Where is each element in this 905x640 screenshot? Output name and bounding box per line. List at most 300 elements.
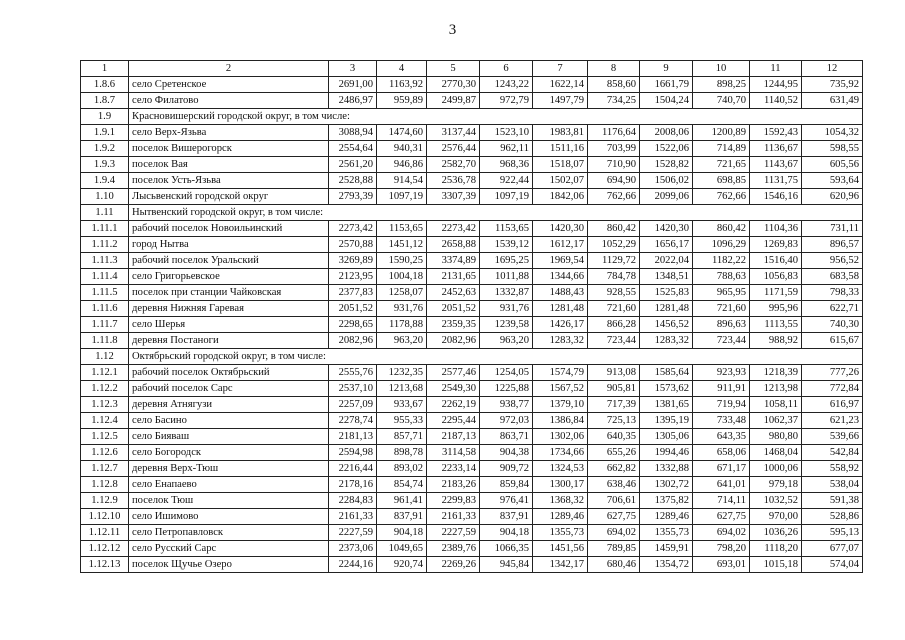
value-cell: 988,92 bbox=[750, 333, 802, 349]
table-row bbox=[81, 221, 863, 237]
value-cell: 1254,05 bbox=[480, 365, 533, 381]
value-cell: 574,04 bbox=[802, 557, 863, 573]
value-cell: 640,35 bbox=[588, 429, 640, 445]
row-code: 1.11.1 bbox=[81, 221, 129, 237]
value-cell: 2161,33 bbox=[427, 509, 480, 525]
value-cell: 1459,91 bbox=[640, 541, 693, 557]
value-cell: 1969,54 bbox=[533, 253, 588, 269]
value-cell: 923,93 bbox=[693, 365, 750, 381]
value-cell: 1522,06 bbox=[640, 141, 693, 157]
value-cell: 896,57 bbox=[802, 237, 863, 253]
settlement-name: поселок Усть-Язьва bbox=[129, 173, 329, 189]
table-row bbox=[81, 237, 863, 253]
value-cell: 622,71 bbox=[802, 301, 863, 317]
value-cell: 904,38 bbox=[480, 445, 533, 461]
value-cell: 2373,06 bbox=[329, 541, 377, 557]
row-code: 1.9.1 bbox=[81, 125, 129, 141]
value-cell: 2278,74 bbox=[329, 413, 377, 429]
value-cell: 1036,26 bbox=[750, 525, 802, 541]
settlement-name: деревня Постаноги bbox=[129, 333, 329, 349]
value-cell: 2051,52 bbox=[329, 301, 377, 317]
value-cell: 1283,32 bbox=[640, 333, 693, 349]
table-row bbox=[81, 509, 863, 525]
value-cell: 837,91 bbox=[480, 509, 533, 525]
header-row bbox=[81, 61, 863, 77]
value-cell: 2536,78 bbox=[427, 173, 480, 189]
value-cell: 1163,92 bbox=[377, 77, 427, 93]
section-title: Нытвенский городской округ, в том числе: bbox=[129, 205, 863, 221]
value-cell: 777,26 bbox=[802, 365, 863, 381]
row-code: 1.12.6 bbox=[81, 445, 129, 461]
value-cell: 1269,83 bbox=[750, 237, 802, 253]
value-cell: 1176,64 bbox=[588, 125, 640, 141]
settlement-name: село Петропавловск bbox=[129, 525, 329, 541]
settlement-name: село Бияваш bbox=[129, 429, 329, 445]
value-cell: 896,63 bbox=[693, 317, 750, 333]
value-cell: 798,33 bbox=[802, 285, 863, 301]
value-cell: 2123,95 bbox=[329, 269, 377, 285]
value-cell: 962,11 bbox=[480, 141, 533, 157]
value-cell: 740,70 bbox=[693, 93, 750, 109]
value-cell: 1342,17 bbox=[533, 557, 588, 573]
value-cell: 1062,37 bbox=[750, 413, 802, 429]
value-cell: 938,77 bbox=[480, 397, 533, 413]
settlement-name: рабочий поселок Октябрьский bbox=[129, 365, 329, 381]
settlement-name: поселок при станции Чайковская bbox=[129, 285, 329, 301]
value-cell: 1066,35 bbox=[480, 541, 533, 557]
value-cell: 641,01 bbox=[693, 477, 750, 493]
value-cell: 904,18 bbox=[480, 525, 533, 541]
value-cell: 972,79 bbox=[480, 93, 533, 109]
value-cell: 2082,96 bbox=[427, 333, 480, 349]
row-code: 1.9 bbox=[81, 109, 129, 125]
value-cell: 1426,17 bbox=[533, 317, 588, 333]
value-cell: 1232,35 bbox=[377, 365, 427, 381]
value-cell: 970,00 bbox=[750, 509, 802, 525]
value-cell: 1622,14 bbox=[533, 77, 588, 93]
value-cell: 956,52 bbox=[802, 253, 863, 269]
value-cell: 717,39 bbox=[588, 397, 640, 413]
value-cell: 898,78 bbox=[377, 445, 427, 461]
value-cell: 995,96 bbox=[750, 301, 802, 317]
value-cell: 2284,83 bbox=[329, 493, 377, 509]
table-row bbox=[81, 413, 863, 429]
value-cell: 955,33 bbox=[377, 413, 427, 429]
table-row bbox=[81, 253, 863, 269]
value-cell: 3269,89 bbox=[329, 253, 377, 269]
settlement-name: поселок Щучье Озеро bbox=[129, 557, 329, 573]
value-cell: 1344,66 bbox=[533, 269, 588, 285]
row-code: 1.8.6 bbox=[81, 77, 129, 93]
value-cell: 1097,19 bbox=[480, 189, 533, 205]
settlement-name: село Верх-Язьва bbox=[129, 125, 329, 141]
row-code: 1.12.1 bbox=[81, 365, 129, 381]
value-cell: 1302,06 bbox=[533, 429, 588, 445]
row-code: 1.11.3 bbox=[81, 253, 129, 269]
value-cell: 723,44 bbox=[693, 333, 750, 349]
value-cell: 2257,09 bbox=[329, 397, 377, 413]
column-header: 7 bbox=[533, 61, 588, 77]
table-row bbox=[81, 301, 863, 317]
value-cell: 693,01 bbox=[693, 557, 750, 573]
value-cell: 1612,17 bbox=[533, 237, 588, 253]
value-cell: 2262,19 bbox=[427, 397, 480, 413]
value-cell: 621,23 bbox=[802, 413, 863, 429]
value-cell: 694,90 bbox=[588, 173, 640, 189]
value-cell: 1523,10 bbox=[480, 125, 533, 141]
value-cell: 1590,25 bbox=[377, 253, 427, 269]
value-cell: 1386,84 bbox=[533, 413, 588, 429]
value-cell: 904,18 bbox=[377, 525, 427, 541]
value-cell: 2131,65 bbox=[427, 269, 480, 285]
value-cell: 1983,81 bbox=[533, 125, 588, 141]
value-cell: 538,04 bbox=[802, 477, 863, 493]
table-row bbox=[81, 333, 863, 349]
row-code: 1.11.6 bbox=[81, 301, 129, 317]
value-cell: 1504,24 bbox=[640, 93, 693, 109]
value-cell: 2273,42 bbox=[427, 221, 480, 237]
settlement-name: деревня Верх-Тюш bbox=[129, 461, 329, 477]
value-cell: 714,11 bbox=[693, 493, 750, 509]
row-code: 1.8.7 bbox=[81, 93, 129, 109]
value-cell: 1143,67 bbox=[750, 157, 802, 173]
table-row bbox=[81, 541, 863, 557]
value-cell: 945,84 bbox=[480, 557, 533, 573]
settlement-name: деревня Атнягузи bbox=[129, 397, 329, 413]
section-row bbox=[81, 349, 863, 365]
value-cell: 976,41 bbox=[480, 493, 533, 509]
value-cell: 1355,73 bbox=[640, 525, 693, 541]
value-cell: 1118,20 bbox=[750, 541, 802, 557]
value-cell: 762,66 bbox=[693, 189, 750, 205]
value-cell: 1332,87 bbox=[480, 285, 533, 301]
value-cell: 1354,72 bbox=[640, 557, 693, 573]
value-cell: 1054,32 bbox=[802, 125, 863, 141]
table-row bbox=[81, 365, 863, 381]
value-cell: 3137,44 bbox=[427, 125, 480, 141]
value-cell: 1488,43 bbox=[533, 285, 588, 301]
value-cell: 1281,48 bbox=[640, 301, 693, 317]
value-cell: 558,92 bbox=[802, 461, 863, 477]
value-cell: 1096,29 bbox=[693, 237, 750, 253]
column-header: 5 bbox=[427, 61, 480, 77]
value-cell: 1289,46 bbox=[533, 509, 588, 525]
value-cell: 1420,30 bbox=[640, 221, 693, 237]
value-cell: 1302,72 bbox=[640, 477, 693, 493]
value-cell: 731,11 bbox=[802, 221, 863, 237]
value-cell: 721,65 bbox=[693, 157, 750, 173]
value-cell: 1305,06 bbox=[640, 429, 693, 445]
value-cell: 591,38 bbox=[802, 493, 863, 509]
value-cell: 1511,16 bbox=[533, 141, 588, 157]
value-cell: 909,72 bbox=[480, 461, 533, 477]
row-code: 1.12.12 bbox=[81, 541, 129, 557]
value-cell: 1518,07 bbox=[533, 157, 588, 173]
value-cell: 1200,89 bbox=[693, 125, 750, 141]
row-code: 1.11.2 bbox=[81, 237, 129, 253]
value-cell: 2570,88 bbox=[329, 237, 377, 253]
value-cell: 2299,83 bbox=[427, 493, 480, 509]
value-cell: 1283,32 bbox=[533, 333, 588, 349]
value-cell: 721,60 bbox=[588, 301, 640, 317]
value-cell: 615,67 bbox=[802, 333, 863, 349]
value-cell: 1546,16 bbox=[750, 189, 802, 205]
value-cell: 2793,39 bbox=[329, 189, 377, 205]
value-cell: 1528,82 bbox=[640, 157, 693, 173]
value-cell: 1153,65 bbox=[480, 221, 533, 237]
value-cell: 772,84 bbox=[802, 381, 863, 397]
value-cell: 2555,76 bbox=[329, 365, 377, 381]
value-cell: 1004,18 bbox=[377, 269, 427, 285]
value-cell: 1355,73 bbox=[533, 525, 588, 541]
value-cell: 2187,13 bbox=[427, 429, 480, 445]
section-title: Красновишерский городской округ, в том числе: bbox=[129, 109, 863, 125]
row-code: 1.12 bbox=[81, 349, 129, 365]
value-cell: 542,84 bbox=[802, 445, 863, 461]
value-cell: 1348,51 bbox=[640, 269, 693, 285]
value-cell: 933,67 bbox=[377, 397, 427, 413]
value-cell: 1281,48 bbox=[533, 301, 588, 317]
value-cell: 662,82 bbox=[588, 461, 640, 477]
value-cell: 2082,96 bbox=[329, 333, 377, 349]
value-cell: 680,46 bbox=[588, 557, 640, 573]
value-cell: 837,91 bbox=[377, 509, 427, 525]
value-cell: 2549,30 bbox=[427, 381, 480, 397]
value-cell: 2499,87 bbox=[427, 93, 480, 109]
settlement-name: Лысьвенский городской округ bbox=[129, 189, 329, 205]
value-cell: 1994,46 bbox=[640, 445, 693, 461]
value-cell: 1497,79 bbox=[533, 93, 588, 109]
value-cell: 1451,12 bbox=[377, 237, 427, 253]
value-cell: 1456,52 bbox=[640, 317, 693, 333]
row-code: 1.12.7 bbox=[81, 461, 129, 477]
table-row bbox=[81, 93, 863, 109]
tariff-table bbox=[80, 60, 863, 573]
value-cell: 1182,22 bbox=[693, 253, 750, 269]
value-cell: 931,76 bbox=[480, 301, 533, 317]
value-cell: 2227,59 bbox=[329, 525, 377, 541]
row-code: 1.11 bbox=[81, 205, 129, 221]
column-header: 10 bbox=[693, 61, 750, 77]
value-cell: 2051,52 bbox=[427, 301, 480, 317]
value-cell: 784,78 bbox=[588, 269, 640, 285]
table-row bbox=[81, 429, 863, 445]
value-cell: 920,74 bbox=[377, 557, 427, 573]
value-cell: 2770,30 bbox=[427, 77, 480, 93]
value-cell: 1451,56 bbox=[533, 541, 588, 557]
value-cell: 598,55 bbox=[802, 141, 863, 157]
table-row bbox=[81, 269, 863, 285]
table-row bbox=[81, 77, 863, 93]
value-cell: 2161,33 bbox=[329, 509, 377, 525]
value-cell: 963,20 bbox=[377, 333, 427, 349]
table-row bbox=[81, 445, 863, 461]
value-cell: 694,02 bbox=[588, 525, 640, 541]
value-cell: 1178,88 bbox=[377, 317, 427, 333]
value-cell: 857,71 bbox=[377, 429, 427, 445]
value-cell: 2537,10 bbox=[329, 381, 377, 397]
value-cell: 979,18 bbox=[750, 477, 802, 493]
value-cell: 1225,88 bbox=[480, 381, 533, 397]
value-cell: 2658,88 bbox=[427, 237, 480, 253]
value-cell: 703,99 bbox=[588, 141, 640, 157]
value-cell: 1131,75 bbox=[750, 173, 802, 189]
value-cell: 961,41 bbox=[377, 493, 427, 509]
value-cell: 655,26 bbox=[588, 445, 640, 461]
value-cell: 959,89 bbox=[377, 93, 427, 109]
value-cell: 968,36 bbox=[480, 157, 533, 173]
value-cell: 740,30 bbox=[802, 317, 863, 333]
value-cell: 2099,06 bbox=[640, 189, 693, 205]
value-cell: 2577,46 bbox=[427, 365, 480, 381]
value-cell: 706,61 bbox=[588, 493, 640, 509]
value-cell: 1661,79 bbox=[640, 77, 693, 93]
value-cell: 1213,68 bbox=[377, 381, 427, 397]
value-cell: 1239,58 bbox=[480, 317, 533, 333]
row-code: 1.10 bbox=[81, 189, 129, 205]
value-cell: 1695,25 bbox=[480, 253, 533, 269]
row-code: 1.11.4 bbox=[81, 269, 129, 285]
value-cell: 762,66 bbox=[588, 189, 640, 205]
value-cell: 595,13 bbox=[802, 525, 863, 541]
value-cell: 2244,16 bbox=[329, 557, 377, 573]
settlement-name: рабочий поселок Сарс bbox=[129, 381, 329, 397]
value-cell: 3088,94 bbox=[329, 125, 377, 141]
settlement-name: рабочий поселок Новоильинский bbox=[129, 221, 329, 237]
value-cell: 1502,07 bbox=[533, 173, 588, 189]
row-code: 1.11.5 bbox=[81, 285, 129, 301]
settlement-name: село Сретенское bbox=[129, 77, 329, 93]
table-row bbox=[81, 125, 863, 141]
value-cell: 963,20 bbox=[480, 333, 533, 349]
value-cell: 1104,36 bbox=[750, 221, 802, 237]
value-cell: 658,06 bbox=[693, 445, 750, 461]
value-cell: 735,92 bbox=[802, 77, 863, 93]
value-cell: 789,85 bbox=[588, 541, 640, 557]
row-code: 1.12.4 bbox=[81, 413, 129, 429]
value-cell: 3374,89 bbox=[427, 253, 480, 269]
settlement-name: село Басино bbox=[129, 413, 329, 429]
column-header: 1 bbox=[81, 61, 129, 77]
value-cell: 710,90 bbox=[588, 157, 640, 173]
value-cell: 2594,98 bbox=[329, 445, 377, 461]
value-cell: 2233,14 bbox=[427, 461, 480, 477]
value-cell: 734,25 bbox=[588, 93, 640, 109]
value-cell: 788,63 bbox=[693, 269, 750, 285]
section-title: Октябрьский городской округ, в том числе: bbox=[129, 349, 863, 365]
row-code: 1.12.5 bbox=[81, 429, 129, 445]
row-code: 1.12.3 bbox=[81, 397, 129, 413]
settlement-name: село Русский Сарс bbox=[129, 541, 329, 557]
value-cell: 2181,13 bbox=[329, 429, 377, 445]
table-row bbox=[81, 397, 863, 413]
settlement-name: рабочий поселок Уральский bbox=[129, 253, 329, 269]
row-code: 1.9.3 bbox=[81, 157, 129, 173]
value-cell: 2216,44 bbox=[329, 461, 377, 477]
table-row bbox=[81, 477, 863, 493]
settlement-name: село Шерья bbox=[129, 317, 329, 333]
section-row bbox=[81, 205, 863, 221]
column-header: 4 bbox=[377, 61, 427, 77]
value-cell: 1049,65 bbox=[377, 541, 427, 557]
value-cell: 893,02 bbox=[377, 461, 427, 477]
value-cell: 940,31 bbox=[377, 141, 427, 157]
value-cell: 725,13 bbox=[588, 413, 640, 429]
value-cell: 1015,18 bbox=[750, 557, 802, 573]
value-cell: 1656,17 bbox=[640, 237, 693, 253]
value-cell: 1516,40 bbox=[750, 253, 802, 269]
value-cell: 1368,32 bbox=[533, 493, 588, 509]
value-cell: 620,96 bbox=[802, 189, 863, 205]
value-cell: 593,64 bbox=[802, 173, 863, 189]
column-header: 6 bbox=[480, 61, 533, 77]
value-cell: 677,07 bbox=[802, 541, 863, 557]
value-cell: 723,44 bbox=[588, 333, 640, 349]
row-code: 1.11.7 bbox=[81, 317, 129, 333]
value-cell: 2178,16 bbox=[329, 477, 377, 493]
value-cell: 1585,64 bbox=[640, 365, 693, 381]
settlement-name: город Нытва bbox=[129, 237, 329, 253]
value-cell: 2183,26 bbox=[427, 477, 480, 493]
page-number: 3 bbox=[448, 22, 457, 38]
row-code: 1.12.13 bbox=[81, 557, 129, 573]
settlement-name: село Богородск bbox=[129, 445, 329, 461]
value-cell: 1000,06 bbox=[750, 461, 802, 477]
value-cell: 1058,11 bbox=[750, 397, 802, 413]
row-code: 1.12.9 bbox=[81, 493, 129, 509]
value-cell: 631,49 bbox=[802, 93, 863, 109]
value-cell: 905,81 bbox=[588, 381, 640, 397]
value-cell: 2554,64 bbox=[329, 141, 377, 157]
value-cell: 1213,98 bbox=[750, 381, 802, 397]
value-cell: 1243,22 bbox=[480, 77, 533, 93]
value-cell: 2295,44 bbox=[427, 413, 480, 429]
table-row bbox=[81, 189, 863, 205]
row-code: 1.11.8 bbox=[81, 333, 129, 349]
value-cell: 616,97 bbox=[802, 397, 863, 413]
value-cell: 2452,63 bbox=[427, 285, 480, 301]
value-cell: 2269,26 bbox=[427, 557, 480, 573]
value-cell: 928,55 bbox=[588, 285, 640, 301]
value-cell: 1097,19 bbox=[377, 189, 427, 205]
value-cell: 1420,30 bbox=[533, 221, 588, 237]
table-row bbox=[81, 381, 863, 397]
value-cell: 931,76 bbox=[377, 301, 427, 317]
value-cell: 1171,59 bbox=[750, 285, 802, 301]
row-code: 1.9.4 bbox=[81, 173, 129, 189]
value-cell: 860,42 bbox=[693, 221, 750, 237]
value-cell: 721,60 bbox=[693, 301, 750, 317]
value-cell: 627,75 bbox=[693, 509, 750, 525]
value-cell: 1056,83 bbox=[750, 269, 802, 285]
value-cell: 866,28 bbox=[588, 317, 640, 333]
value-cell: 2022,04 bbox=[640, 253, 693, 269]
settlement-name: поселок Вишерогорск bbox=[129, 141, 329, 157]
row-code: 1.12.8 bbox=[81, 477, 129, 493]
value-cell: 719,94 bbox=[693, 397, 750, 413]
value-cell: 1136,67 bbox=[750, 141, 802, 157]
column-header: 3 bbox=[329, 61, 377, 77]
value-cell: 1574,79 bbox=[533, 365, 588, 381]
value-cell: 860,42 bbox=[588, 221, 640, 237]
value-cell: 1129,72 bbox=[588, 253, 640, 269]
value-cell: 911,91 bbox=[693, 381, 750, 397]
value-cell: 2528,88 bbox=[329, 173, 377, 189]
value-cell: 1052,29 bbox=[588, 237, 640, 253]
value-cell: 2561,20 bbox=[329, 157, 377, 173]
table-row bbox=[81, 557, 863, 573]
value-cell: 1539,12 bbox=[480, 237, 533, 253]
